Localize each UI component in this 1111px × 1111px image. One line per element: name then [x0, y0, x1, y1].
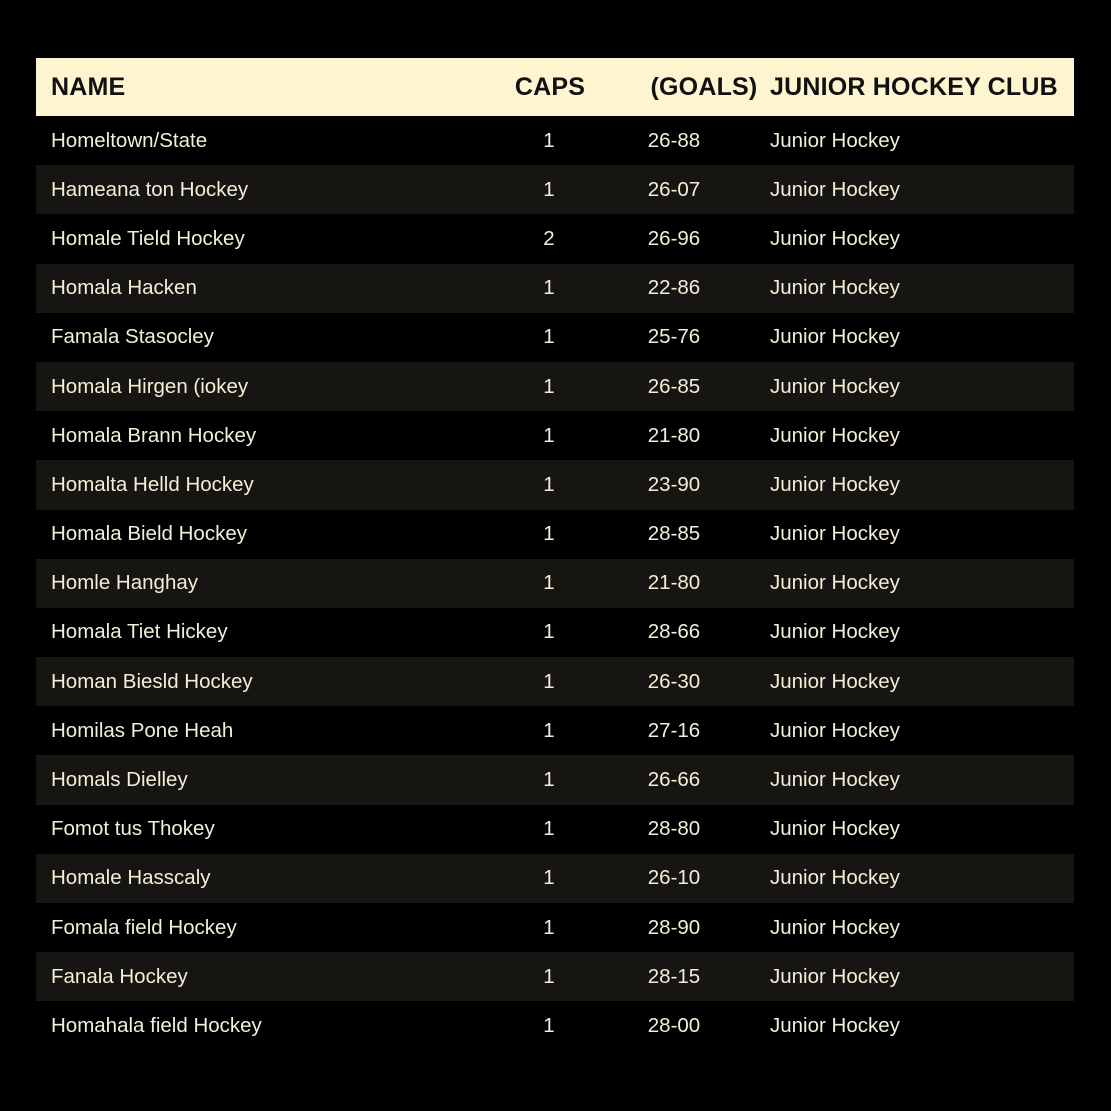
name-cell: Fomot tus Thokey [51, 817, 215, 841]
caps-cell: 1 [543, 374, 555, 398]
table-row [36, 411, 1074, 460]
club-cell: Junior Hockey [770, 817, 900, 841]
goals-cell: 28-00 [647, 1013, 701, 1037]
club-cell: Junior Hockey [770, 669, 900, 693]
name-cell: Famala Stasocley [51, 325, 214, 349]
table-row [36, 510, 1074, 559]
goals-cell: 26-07 [647, 177, 701, 201]
club-cell: Junior Hockey [770, 374, 900, 398]
caps-cell: 1 [543, 325, 555, 349]
name-cell: Homahala field Hockey [51, 1013, 262, 1037]
caps-cell: 1 [543, 768, 555, 792]
club-cell: Junior Hockey [770, 620, 900, 644]
column-header-club: JUNIOR HOCKEY CLUB [770, 72, 1058, 101]
caps-cell: 1 [543, 669, 555, 693]
club-cell: Junior Hockey [770, 128, 900, 152]
goals-cell: 28-80 [647, 817, 701, 841]
caps-cell: 1 [543, 718, 555, 742]
club-cell: Junior Hockey [770, 177, 900, 201]
name-cell: Homala Bield Hockey [51, 522, 247, 546]
caps-cell: 2 [543, 226, 555, 250]
club-cell: Junior Hockey [770, 866, 900, 890]
column-header-caps: CAPS [514, 72, 586, 101]
caps-cell: 1 [543, 964, 555, 988]
club-cell: Junior Hockey [770, 718, 900, 742]
goals-cell: 26-66 [647, 768, 701, 792]
goals-cell: 26-88 [647, 128, 701, 152]
table-row [36, 805, 1074, 854]
caps-cell: 1 [543, 866, 555, 890]
club-cell: Junior Hockey [770, 522, 900, 546]
name-cell: Homals Dielley [51, 768, 188, 792]
table-row [36, 1001, 1074, 1050]
goals-cell: 28-90 [647, 915, 701, 939]
name-cell: Homeltown/State [51, 128, 208, 152]
club-cell: Junior Hockey [770, 423, 900, 447]
table-row [36, 608, 1074, 657]
caps-cell: 1 [543, 423, 555, 447]
name-cell: Homle Hanghay [51, 571, 198, 595]
name-cell: Fanala Hockey [51, 964, 188, 988]
column-header-name: NAME [51, 72, 126, 101]
goals-cell: 25-76 [647, 325, 701, 349]
name-cell: Homan Biesld Hockey [51, 669, 253, 693]
table-row [36, 854, 1074, 903]
table-header [36, 58, 1074, 116]
name-cell: Homala Hacken [51, 276, 197, 300]
table-row [36, 657, 1074, 706]
name-cell: Homilas Pone Heah [51, 718, 234, 742]
goals-cell: 28-66 [647, 620, 701, 644]
name-cell: Hameana ton Hockey [51, 177, 249, 201]
caps-cell: 1 [543, 177, 555, 201]
goals-cell: 26-96 [647, 226, 701, 250]
club-cell: Junior Hockey [770, 1013, 900, 1037]
table-row [36, 116, 1074, 165]
club-cell: Junior Hockey [770, 768, 900, 792]
table-row [36, 214, 1074, 263]
caps-cell: 1 [543, 817, 555, 841]
column-header-goals: (GOALS) [650, 72, 758, 101]
goals-cell: 21-80 [647, 571, 701, 595]
caps-cell: 1 [543, 522, 555, 546]
caps-cell: 1 [543, 915, 555, 939]
club-cell: Junior Hockey [770, 276, 900, 300]
name-cell: Homale Tield Hockey [51, 226, 245, 250]
goals-cell: 27-16 [647, 718, 701, 742]
table-row [36, 362, 1074, 411]
name-cell: Homalta Helld Hockey [51, 472, 254, 496]
club-cell: Junior Hockey [770, 226, 900, 250]
table-row [36, 264, 1074, 313]
table-row [36, 559, 1074, 608]
goals-cell: 26-30 [647, 669, 701, 693]
table-row [36, 706, 1074, 755]
caps-cell: 1 [543, 620, 555, 644]
table-row [36, 460, 1074, 509]
caps-cell: 1 [543, 472, 555, 496]
club-cell: Junior Hockey [770, 915, 900, 939]
goals-cell: 28-15 [647, 964, 701, 988]
caps-cell: 1 [543, 571, 555, 595]
goals-cell: 23-90 [647, 472, 701, 496]
club-cell: Junior Hockey [770, 571, 900, 595]
name-cell: Homala Tiet Hickey [51, 620, 228, 644]
table-row [36, 952, 1074, 1001]
goals-cell: 22-86 [647, 276, 701, 300]
caps-cell: 1 [543, 276, 555, 300]
table-row [36, 755, 1074, 804]
club-cell: Junior Hockey [770, 964, 900, 988]
goals-cell: 21-80 [647, 423, 701, 447]
table-body [36, 116, 1074, 1051]
name-cell: Homala Hirgen (iokey [51, 374, 249, 398]
goals-cell: 26-10 [647, 866, 701, 890]
goals-cell: 28-85 [647, 522, 701, 546]
caps-cell: 1 [543, 1013, 555, 1037]
table-row [36, 903, 1074, 952]
name-cell: Homala Brann Hockey [51, 423, 257, 447]
club-cell: Junior Hockey [770, 472, 900, 496]
name-cell: Homale Hasscaly [51, 866, 211, 890]
name-cell: Fomala field Hockey [51, 915, 237, 939]
table-row [36, 313, 1074, 362]
table-row [36, 165, 1074, 214]
goals-cell: 26-85 [647, 374, 701, 398]
hockey-table [36, 58, 1074, 1051]
club-cell: Junior Hockey [770, 325, 900, 349]
caps-cell: 1 [543, 128, 555, 152]
